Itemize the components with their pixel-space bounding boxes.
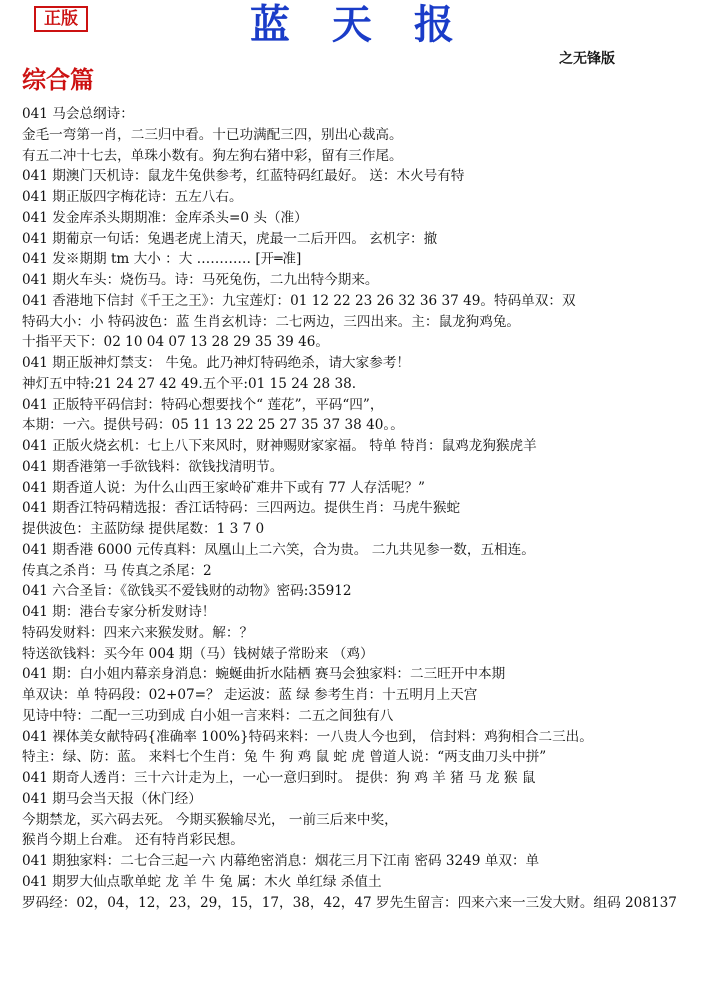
text-line: 罗码经：02，04，12，23，29，15，17，38，42，47 罗先生留言：四来六来一三发大财。组码 208137 xyxy=(22,894,677,911)
text-line: 041 期香江特码精选报：香江话特码：三四两边。提供生肖：马虎牛猴蛇 xyxy=(22,500,461,517)
text-line: 041 期葡京一句话：兔遇老虎上清天，虎最一二后开四。 玄机字：撤 xyxy=(22,230,438,247)
edition-badge: 正版 xyxy=(34,6,88,32)
text-line: 特码发财料：四来六来猴发财。解：？ xyxy=(22,624,254,641)
text-line: 041 期香港第一手欲钱料：欲钱找清明节。 xyxy=(22,458,284,475)
text-line: 今期禁龙，买六码去死。 今期买猴输尽光， 一前三后来中奖， xyxy=(22,811,398,828)
text-line: 041 发※期期 tm 大小 ：大 ………… [开═准] xyxy=(22,251,302,268)
text-line: 041 期正版四字梅花诗：五左八右。 xyxy=(22,189,243,205)
text-line: 041 正版火烧玄机：七上八下来风时，财神赐财家家福。 特单 特肖：鼠鸡龙狗猴虎羊 xyxy=(22,438,537,454)
text-line: 041 香港地下信封《千王之王》：九宝莲灯：01 12 22 23 26 32 36 37 49。特码单双：双 xyxy=(22,292,576,309)
text-line: 041 期马会当天报（休门经） xyxy=(22,790,202,807)
text-line: 041 期香道人说：为什么山西王家岭矿难井下或有 77 人存活呢？” xyxy=(22,479,425,496)
text-line: 041 裸体美女献特码{准确率 100%}特码来料：一八贵人今也到， 信封料：鸡狗相合二三出。 xyxy=(22,728,593,745)
text-line: 041 期独家料：二七合三起一六 内幕绝密消息：烟花三月下江南 密码 3249 单双：单 xyxy=(22,853,540,869)
text-line: 神灯五中特:21 24 27 42 49.五个平:01 15 24 28 38. xyxy=(22,375,357,392)
text-line: 特码大小：小 特码波色：蓝 生肖玄机诗：二七两边，三四出来。主：鼠龙狗鸡兔。 xyxy=(22,313,521,330)
text-body xyxy=(22,104,712,913)
text-line: 041 期奇人透肖：三十六计走为上，一心一意归到时。 提供：狗 鸡 羊 猪 马 龙 猴 鼠 xyxy=(22,770,536,786)
text-line: 041 期：白小姐内幕亲身消息：蜿蜒曲折水陆栖 赛马会独家料：二三旺开中本期 xyxy=(22,666,506,683)
text-line: 见诗中特：二配一三功到成 白小姐一言来料：二五之间独有八 xyxy=(22,707,394,724)
newspaper-title: 蓝 天 报 xyxy=(250,1,468,48)
text-line: 有五二冲十七去，单珠小数有。狗左狗右猪中彩，留有三作尾。 xyxy=(22,147,403,164)
text-line: 十指平天下：02 10 04 07 13 28 29 35 39 46。 xyxy=(22,334,330,351)
text-line: 041 期正版神灯禁支： 牛兔。此乃神灯特码绝杀，请大家参考！ xyxy=(22,355,411,371)
text-line: 041 发金库杀头期期准：金库杀头=0 头（准） xyxy=(22,209,308,226)
section-heading: 综合篇 xyxy=(22,65,94,94)
text-line: 041 期香港 6000 元传真料：凤凰山上二六笑，合为贵。 二九共见参一数，五相连。 xyxy=(22,541,535,558)
text-line: 特主：绿、防：蓝。 来料七个生肖：兔 牛 狗 鸡 鼠 蛇 虎 曾道人说：“两支曲刀头中拼” xyxy=(22,749,547,766)
text-line: 041 期罗大仙点歌单蛇 龙 羊 牛 兔 属：木火 单红绿 杀值土 xyxy=(22,873,382,890)
text-line: 金毛一弯第一肖，二三归中看。十已功满配三四，别出心裁高。 xyxy=(22,126,403,143)
text-line: 特送欲钱料：买今年 004 期（马）钱树婊子常盼来 （鸡） xyxy=(22,645,374,662)
text-line: 猴肖今期上台难。 还有特肖彩民想。 xyxy=(22,832,244,849)
text-line: 单双诀：单 特码段：02+07=？ 走运波：蓝 绿 参考生肖：十五明月上天宫 xyxy=(22,687,478,703)
edition-label: 之无锋版 xyxy=(559,51,615,67)
text-line: 041 期澳门天机诗：鼠龙牛兔供参考，红蓝特码红最好。 送：木火号有特 xyxy=(22,168,465,185)
text-line: 041 正版特平码信封：特码心想要找个“ 莲花”，平码“四”， xyxy=(22,396,384,413)
text-line: 本期：一六。提供号码：05 11 13 22 25 27 35 37 38 40。。 xyxy=(22,417,404,434)
text-line: 041 六合圣旨：《欲钱买不爱钱财的动物》密码:35912 xyxy=(22,583,352,600)
text-line: 041 期火车头：烧伤马。诗：马死兔伤，二九出特今期来。 xyxy=(22,272,379,288)
text-line: 041 期：港台专家分析发财诗！ xyxy=(22,604,216,620)
text-line: 041 马会总纲诗： xyxy=(22,106,134,122)
text-line: 提供波色：主蓝防绿 提供尾数：1 3 7 0 xyxy=(22,521,265,537)
text-line: 传真之杀肖：马 传真之杀尾：2 xyxy=(22,562,212,579)
